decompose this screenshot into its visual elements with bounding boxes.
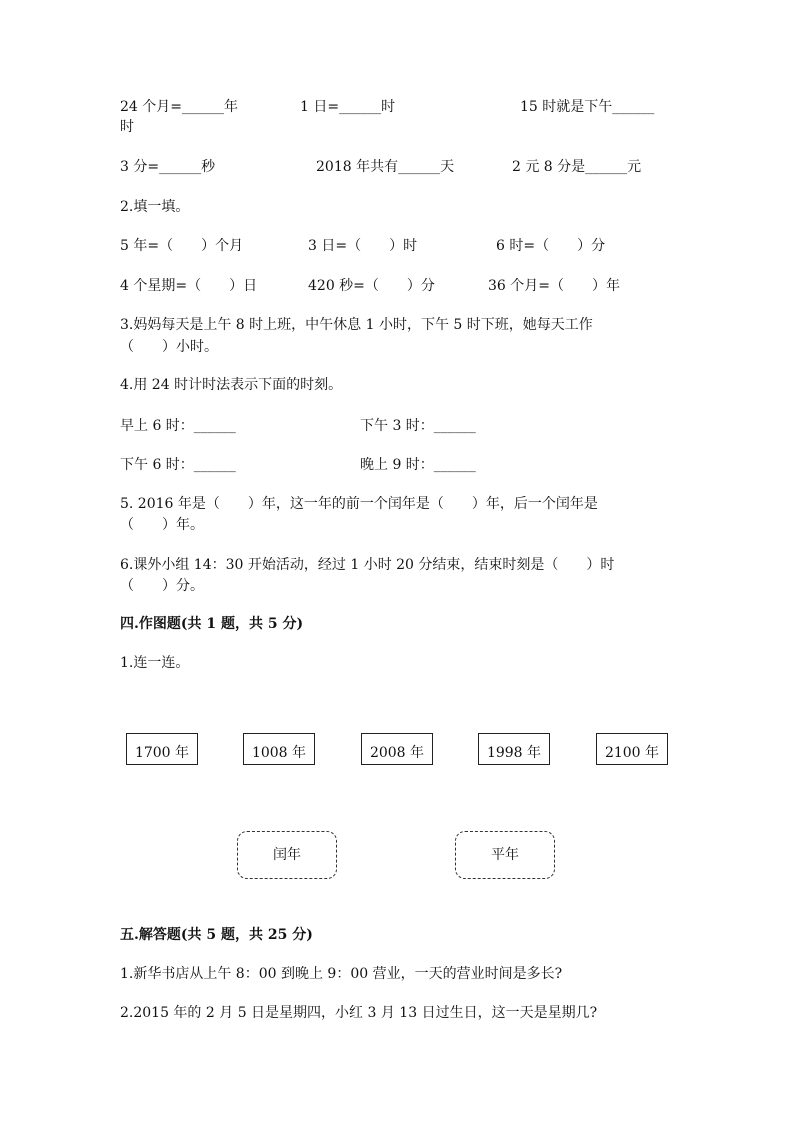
fill-blank-months-to-years: 24 个月=______年 (120, 99, 238, 115)
year-box-1998[interactable]: 1998 年 (478, 733, 550, 765)
year-box-1700[interactable]: 1700 年 (126, 733, 198, 765)
question-5-text-cont: （ ）年。 (120, 517, 204, 533)
q4-item: 下午 6 时：______ (120, 457, 236, 473)
question-6-text-cont: （ ）分。 (120, 578, 204, 594)
q2-item: 420 秒=（ ）分 (308, 278, 435, 294)
question-2-title: 2.填一填。 (120, 199, 190, 215)
question-3-text-cont: （ ）小时。 (120, 339, 218, 355)
q2-item: 6 时=（ ）分 (496, 238, 606, 254)
question-3-text: 3.妈妈每天是上午 8 时上班，中午休息 1 小时，下午 5 时下班，她每天工作 (120, 317, 593, 333)
common-year-box[interactable]: 平年 (455, 831, 555, 879)
leap-year-box[interactable]: 闰年 (237, 831, 337, 879)
section-5-heading: 五.解答题(共 5 题，共 25 分) (120, 927, 313, 943)
fill-blank-yuan: 2 元 8 分是______元 (512, 159, 642, 175)
year-box-2008[interactable]: 2008 年 (361, 733, 433, 765)
question-5-text: 5. 2016 年是（ ）年，这一年的前一个闰年是（ ）年，后一个闰年是 (120, 496, 598, 512)
year-box-2100[interactable]: 2100 年 (596, 733, 668, 765)
q4-item: 下午 3 时：______ (360, 418, 476, 434)
section-5-q1: 1.新华书店从上午 8：00 到晚上 9：00 营业，一天的营业时间是多长? (120, 966, 563, 982)
fill-blank-day-to-hours: 1 日=______时 (300, 99, 396, 115)
section-4-heading: 四.作图题(共 1 题，共 5 分) (120, 616, 304, 632)
q4-item: 晚上 9 时：______ (360, 457, 476, 473)
section-5-q2: 2.2015 年的 2 月 5 日是星期四，小红 3 月 13 日过生日，这一天是星期几? (120, 1005, 598, 1021)
q2-item: 4 个星期=（ ）日 (120, 278, 258, 294)
q2-item: 3 日=（ ）时 (308, 238, 418, 254)
section-4-q1-title: 1.连一连。 (120, 655, 190, 671)
year-box-1008[interactable]: 1008 年 (243, 733, 315, 765)
q2-item: 36 个月=（ ）年 (488, 278, 620, 294)
fill-blank-15-oclock-cont: 时 (120, 119, 134, 135)
question-4-title: 4.用 24 时计时法表示下面的时刻。 (120, 377, 343, 393)
question-6-text: 6.课外小组 14：30 开始活动，经过 1 小时 20 分结束，结束时刻是（ ）时 (120, 557, 615, 573)
fill-blank-15-oclock: 15 时就是下午______ (520, 99, 655, 115)
q4-item: 早上 6 时：______ (120, 418, 236, 434)
fill-blank-days-in-2018: 2018 年共有______天 (316, 159, 455, 175)
q2-item: 5 年=（ ）个月 (120, 238, 244, 254)
fill-blank-minutes-to-seconds: 3 分=______秒 (120, 159, 216, 175)
